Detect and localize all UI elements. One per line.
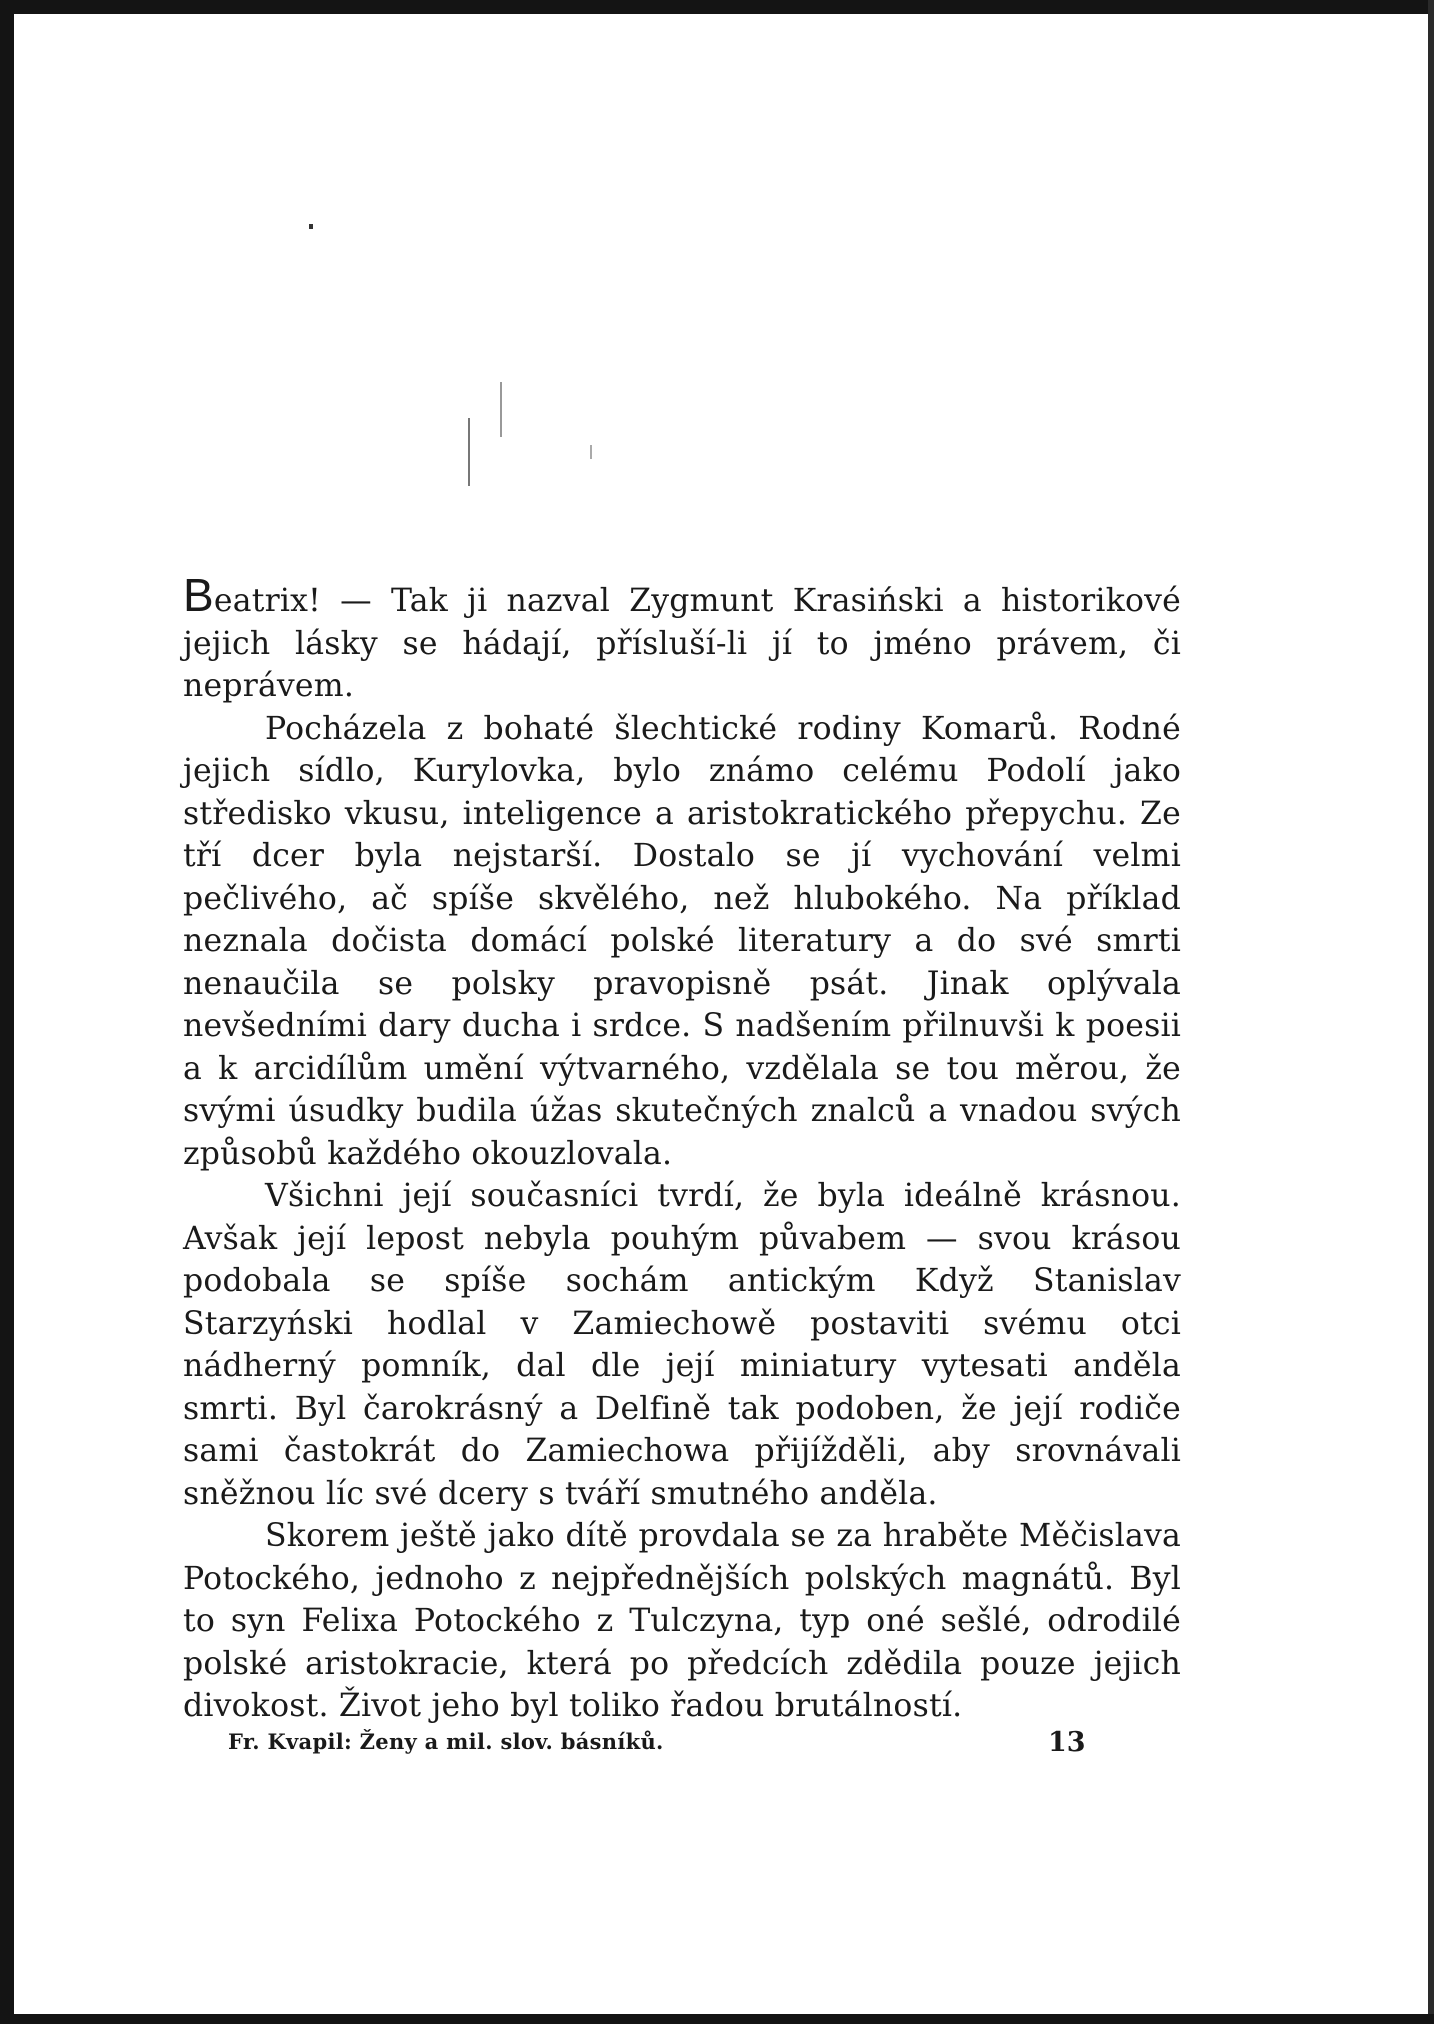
scan-border-top <box>0 0 1434 14</box>
paragraph: Skorem ještě jako dítě provdala se za hraběte Měčislava Potockého, jednoho z nejpřednějších polských magnátů. Byl to syn Felixa Potockého z Tulczyna, typ oné sešlé, odrodilé polské aristokracie, která po předcích zdědila pouze jejich divokost. Život jeho byl toliko řadou brutálností. <box>183 1518 1181 1724</box>
paragraph <box>183 569 1181 708</box>
scan-speck <box>500 382 502 437</box>
scan-speck <box>309 224 313 229</box>
scan-speck <box>468 418 470 486</box>
paragraph-text: eatrix! — Tak ji nazval Zygmunt Krasiński a historikové jejich lásky se hádají, přísluší-li jí to jméno právem, či neprávem. <box>183 583 1181 704</box>
drop-cap: B <box>183 569 214 621</box>
paragraph: Všichni její současníci tvrdí, že byla ideálně krásnou. Avšak její lepost nebyla pouhým půvabem — svou krásou podobala se spíše sochám antickým Když Stanislav Starzyński hodlal v Zamiechowě postaviti svému otci nádherný pomník, dal dle její miniatury vytesati anděla smrti. Byl čarokrásný a Delfině tak podoben, že její rodiče sami častokrát do Zamiechowa přijížděli, aby srovnávali sněžnou líc své dcery s tváří smutného anděla. <box>183 1178 1181 1512</box>
paragraph: Pocházela z bohaté šlechtické rodiny Komarů. Rodné jejich sídlo, Kurylovka, bylo známo celému Podolí jako středisko vkusu, inteligence a aristokratického přepychu. Ze tří dcer byla nejstarší. Dostalo se jí vychování velmi pečlivého, ač spíše skvělého, než hlubokého. Na příklad neznala dočista domácí polské literatury a do své smrti nenaučila se polsky pravopisně psát. Jinak oplývala nevšedními dary ducha i srdce. S nadšením přilnuvši k poesii a k arcidílům umění výtvarného, vzdělala se tou měrou, že svými úsudky budila úžas skutečných znalců a vnadou svých způsobů každého okouzlovala. <box>183 710 1181 1172</box>
book-page-body <box>183 569 1181 1728</box>
scan-border-left <box>0 0 14 2024</box>
page-number: 13 <box>1048 1727 1086 1758</box>
signature-line: Fr. Kvapil: Ženy a mil. slov. básníků. <box>228 1729 664 1754</box>
page-footer <box>228 1729 1088 1769</box>
scan-border-bottom <box>0 2014 1434 2024</box>
scan-border-right <box>1428 0 1434 2024</box>
scan-speck <box>590 445 592 459</box>
